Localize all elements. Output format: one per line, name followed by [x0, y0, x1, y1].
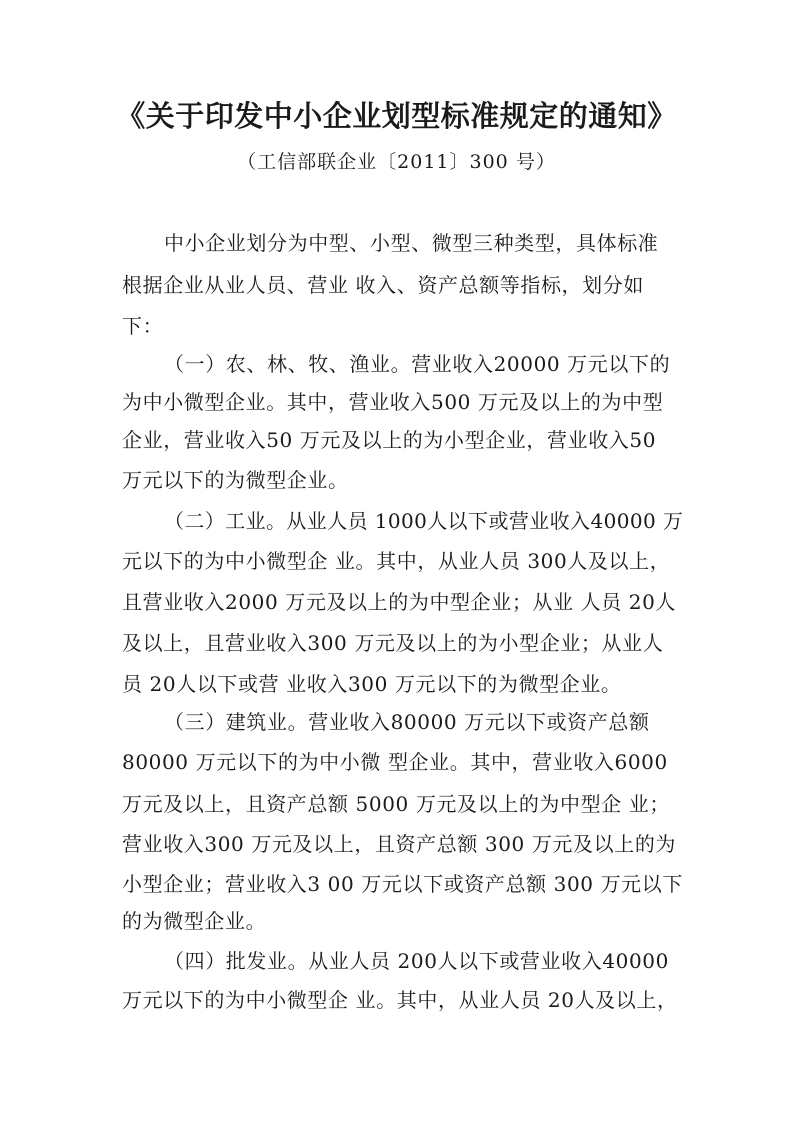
- paragraph-line: 员 20人以下或营 业收入300 万元以下的为微型企业。: [122, 672, 622, 696]
- paragraph-line: 80000 万元以下的为中小微 型企业。其中，营业收入6000: [122, 750, 668, 774]
- paragraph-line: 中小企业划分为中型、小型、微型三种类型，具体标准: [164, 231, 659, 255]
- document-title: 《关于印发中小企业划型标准规定的通知》: [116, 99, 677, 133]
- paragraph-line: 的为微型企业。: [122, 909, 267, 933]
- paragraph-line: 小型企业；营业收入3 00 万元以下或资产总额 300 万元以下: [122, 872, 683, 896]
- paragraph-line: 及以上，且营业收入300 万元及以上的为小型企业；从业人: [122, 631, 664, 655]
- paragraph-line: 万元及以上，且资产总额 5000 万元及以上的为中型企 业；: [122, 792, 670, 816]
- paragraph-line: 下：: [122, 314, 164, 338]
- paragraph-line: 营业收入300 万元及以上，且资产总额 300 万元及以上的为: [122, 832, 677, 856]
- paragraph-line: 元以下的为中小微型企 业。其中，从业人员 300人及以上，: [122, 549, 671, 573]
- paragraph-line: 企业，营业收入50 万元及以上的为小型企业，营业收入50: [122, 428, 657, 452]
- paragraph-line: 万元以下的为中小微型企 业。其中，从业人员 20人及以上，: [122, 988, 678, 1012]
- paragraph-line: （四）批发业。从业人员 200人以下或营业收入40000: [164, 949, 669, 973]
- paragraph-line: 且营业收入2000 万元及以上的为中型企业；从业 人员 20人: [122, 590, 677, 614]
- document-subtitle: （工信部联企业〔2011〕300 号）: [237, 151, 556, 173]
- paragraph-line: （一）农、林、牧、渔业。营业收入20000 万元以下的: [164, 352, 671, 376]
- paragraph-line: 根据企业从业人员、营业 收入、资产总额等指标，划分如: [122, 273, 644, 297]
- paragraph-line: （二）工业。从业人员 1000人以下或营业收入40000 万: [164, 509, 684, 533]
- paragraph-line: 为中小微型企业。其中，营业收入500 万元及以上的为中型: [122, 390, 664, 414]
- paragraph-line: （三）建筑业。营业收入80000 万元以下或资产总额: [164, 710, 650, 734]
- paragraph-line: 万元以下的为微型企业。: [122, 468, 349, 492]
